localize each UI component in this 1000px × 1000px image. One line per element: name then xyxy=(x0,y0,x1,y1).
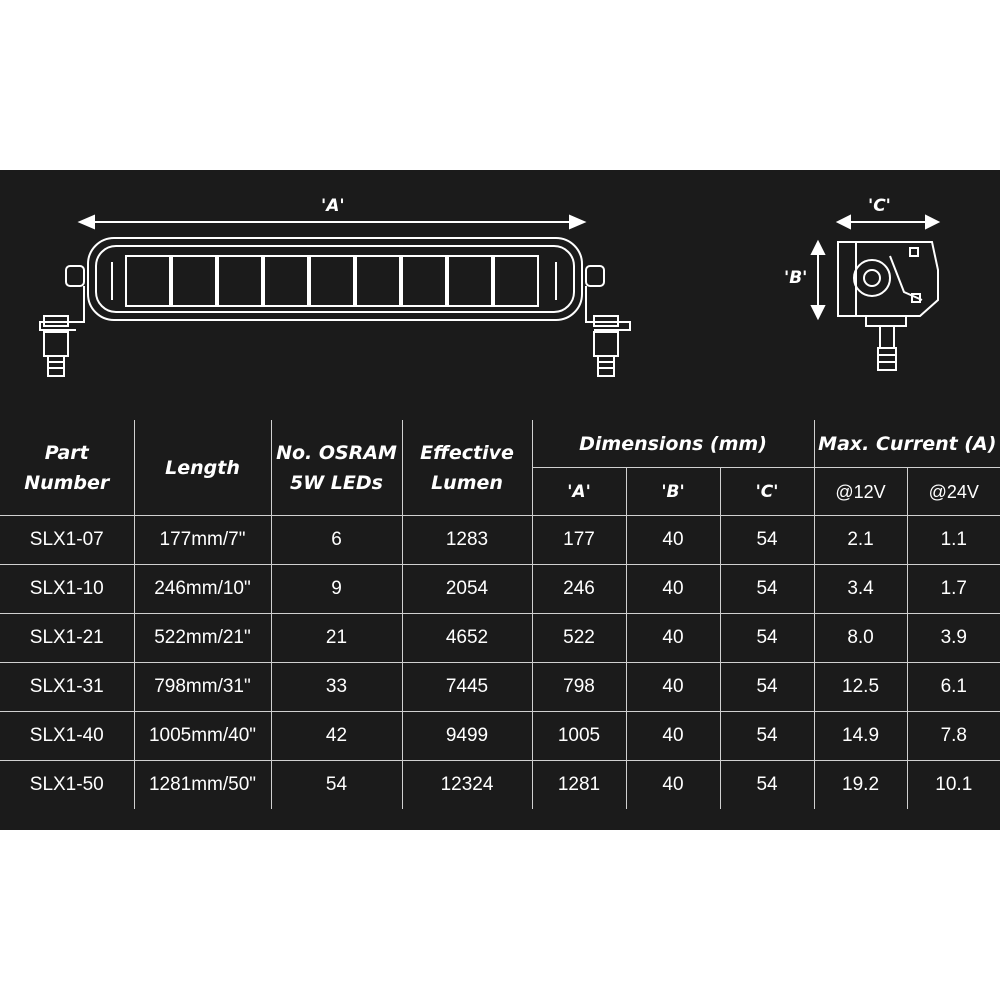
cell-led-count: 6 xyxy=(271,516,402,565)
cell-length: 246mm/10" xyxy=(134,565,271,614)
header-length: Length xyxy=(134,420,271,516)
cell-current-12v: 3.4 xyxy=(814,565,907,614)
cell-led-count: 9 xyxy=(271,565,402,614)
spec-table-body xyxy=(0,516,1000,810)
cell-length: 798mm/31" xyxy=(134,663,271,712)
dimension-b-label: 'B' xyxy=(784,268,808,288)
cell-dim-a: 177 xyxy=(532,516,626,565)
cell-effective-lumen: 9499 xyxy=(402,712,532,761)
cell-part-number: SLX1-21 xyxy=(0,614,134,663)
spec-table xyxy=(0,420,1000,809)
cell-part-number: SLX1-31 xyxy=(0,663,134,712)
cell-dim-b: 40 xyxy=(626,761,720,810)
cell-current-12v: 2.1 xyxy=(814,516,907,565)
cell-current-24v: 10.1 xyxy=(907,761,1000,810)
cell-dim-a: 798 xyxy=(532,663,626,712)
cell-led-count: 42 xyxy=(271,712,402,761)
cell-length: 1005mm/40" xyxy=(134,712,271,761)
cell-current-24v: 3.9 xyxy=(907,614,1000,663)
header-row xyxy=(0,420,1000,468)
header-leds: No. OSRAM 5W LEDs xyxy=(271,420,402,516)
cell-dim-a: 522 xyxy=(532,614,626,663)
subheader-24v: @24V xyxy=(907,468,1000,516)
subheader-a: 'A' xyxy=(532,468,626,516)
cell-effective-lumen: 7445 xyxy=(402,663,532,712)
header-lumen: Effective Lumen xyxy=(402,420,532,516)
cell-dim-c: 54 xyxy=(720,761,814,810)
cell-current-24v: 7.8 xyxy=(907,712,1000,761)
dimension-a-label: 'A' xyxy=(321,196,345,216)
cell-current-12v: 19.2 xyxy=(814,761,907,810)
table-row xyxy=(0,712,1000,761)
header-max-current: Max. Current (A) xyxy=(814,420,1000,468)
table-row xyxy=(0,565,1000,614)
cell-current-12v: 8.0 xyxy=(814,614,907,663)
cell-part-number: SLX1-50 xyxy=(0,761,134,810)
cell-dim-a: 1281 xyxy=(532,761,626,810)
cell-current-24v: 1.7 xyxy=(907,565,1000,614)
dimension-c-label: 'C' xyxy=(868,196,891,216)
cell-dim-c: 54 xyxy=(720,614,814,663)
cell-dim-c: 54 xyxy=(720,565,814,614)
cell-effective-lumen: 4652 xyxy=(402,614,532,663)
table-row xyxy=(0,516,1000,565)
cell-part-number: SLX1-40 xyxy=(0,712,134,761)
header-part-number: Part Number xyxy=(0,420,134,516)
cell-current-24v: 6.1 xyxy=(907,663,1000,712)
cell-current-24v: 1.1 xyxy=(907,516,1000,565)
cell-dim-a: 1005 xyxy=(532,712,626,761)
cell-led-count: 21 xyxy=(271,614,402,663)
table-row xyxy=(0,663,1000,712)
cell-dim-a: 246 xyxy=(532,565,626,614)
cell-effective-lumen: 1283 xyxy=(402,516,532,565)
cell-dim-b: 40 xyxy=(626,565,720,614)
cell-dim-c: 54 xyxy=(720,663,814,712)
cell-part-number: SLX1-10 xyxy=(0,565,134,614)
subheader-b: 'B' xyxy=(626,468,720,516)
cell-dim-b: 40 xyxy=(626,712,720,761)
cell-dim-c: 54 xyxy=(720,516,814,565)
cell-dim-b: 40 xyxy=(626,663,720,712)
table-row xyxy=(0,761,1000,810)
cell-led-count: 54 xyxy=(271,761,402,810)
cell-effective-lumen: 2054 xyxy=(402,565,532,614)
cell-current-12v: 12.5 xyxy=(814,663,907,712)
cell-dim-b: 40 xyxy=(626,516,720,565)
subheader-12v: @12V xyxy=(814,468,907,516)
subheader-c: 'C' xyxy=(720,468,814,516)
cell-current-12v: 14.9 xyxy=(814,712,907,761)
cell-dim-b: 40 xyxy=(626,614,720,663)
cell-length: 177mm/7" xyxy=(134,516,271,565)
header-dimensions: Dimensions (mm) xyxy=(532,420,814,468)
cell-effective-lumen: 12324 xyxy=(402,761,532,810)
cell-dim-c: 54 xyxy=(720,712,814,761)
table-row xyxy=(0,614,1000,663)
cell-part-number: SLX1-07 xyxy=(0,516,134,565)
cell-length: 522mm/21" xyxy=(134,614,271,663)
cell-led-count: 33 xyxy=(271,663,402,712)
cell-length: 1281mm/50" xyxy=(134,761,271,810)
